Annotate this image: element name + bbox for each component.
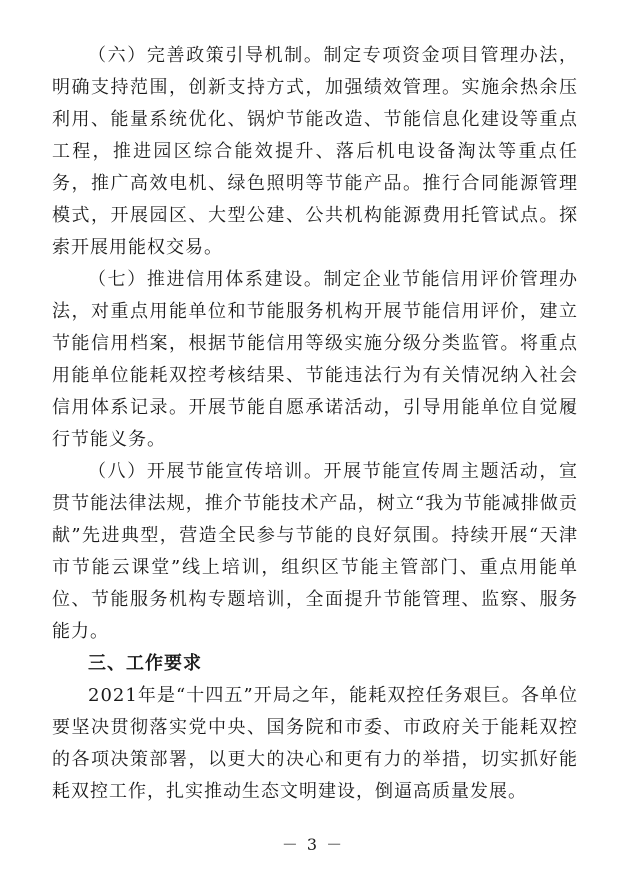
paragraph-7	[52, 264, 578, 456]
paragraph-8-lead: （八）开展节能宣传培训。	[88, 461, 324, 482]
page-number: － 3 －	[281, 835, 345, 854]
closing-paragraph: 2021年是“十四五”开局之年，能耗双控任务艰巨。各单位要坚决贯彻落实党中央、国务院和市委、市政府关于能耗双控的各项决策部署，以更大的决心和更有力的举措，切实抓好能耗双控工作，扎实推动生态文明建设，倒逼高质量发展。	[52, 685, 578, 802]
paragraph-8-text: 开展节能宣传周主题活动，宣贯节能法律法规，推介节能技术产品，树立“我为节能减排做贡献”先进典型，营造全民参与节能的良好氛围。持续开展“天津市节能云课堂”线上培训，组织区节能主管部门、重点用能单位、节能服务机构专题培训，全面提升节能管理、监察、服务能力。	[52, 461, 578, 642]
paragraph-8	[52, 456, 578, 648]
section-heading: 三、工作要求	[88, 653, 202, 674]
paragraph-6-lead: （六）完善政策引导机制。	[88, 45, 324, 66]
paragraph-7-text: 制定企业节能信用评价管理办法，对重点用能单位和节能服务机构开展节能信用评价，建立节能信用档案，根据节能信用等级实施分级分类监管。将重点用能单位能耗双控考核结果、节能违法行为有关情况纳入社会信用体系记录。开展节能自愿承诺活动，引导用能单位自觉履行节能义务。	[52, 269, 578, 450]
paragraph-6-text: 制定专项资金项目管理办法，明确支持范围，创新支持方式，加强绩效管理。实施余热余压利用、能量系统优化、锅炉节能改造、节能信息化建设等重点工程，推进园区综合能效提升、落后机电设备淘汰等重点任务，推广高效电机、绿色照明等节能产品。推行合同能源管理模式，开展园区、大型公建、公共机构能源费用托管试点。探索开展用能权交易。	[52, 45, 578, 258]
paragraph-6	[52, 40, 578, 264]
paragraph-7-lead: （七）推进信用体系建设。	[88, 269, 324, 290]
